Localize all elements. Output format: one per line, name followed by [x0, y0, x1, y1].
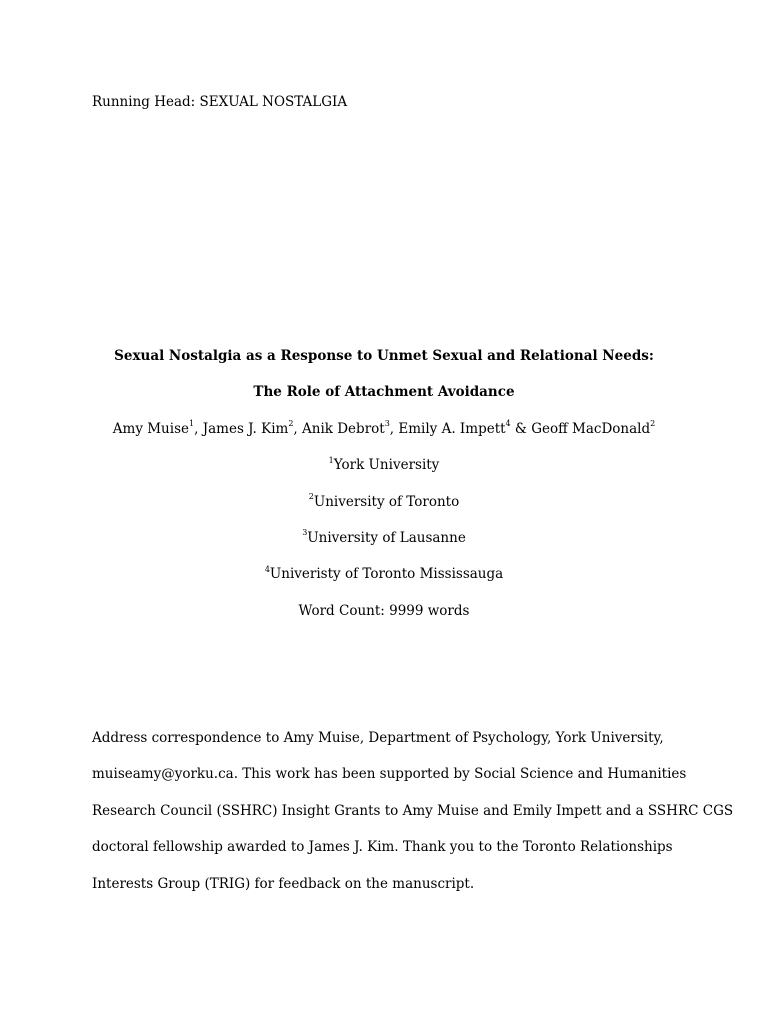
affiliation-marker: 1 — [328, 455, 334, 465]
correspondence-line: doctoral fellowship awarded to James J. Kim. Thank you to the Toronto Relationships — [92, 839, 673, 856]
author-list — [0, 420, 768, 456]
author-separator: , — [293, 420, 302, 437]
running-head: Running Head: SEXUAL NOSTALGIA — [92, 94, 348, 110]
author-separator: & — [510, 420, 532, 437]
affiliation-toronto-mississauga — [0, 565, 768, 601]
correspondence-line: Interests Group (TRIG) for feedback on the manuscript. — [92, 875, 475, 892]
correspondence-note — [92, 729, 734, 911]
affiliation-name: University of Lausanne — [307, 529, 466, 546]
paper-title-line-1: Sexual Nostalgia as a Response to Unmet Sexual and Relational Needs: — [114, 348, 654, 364]
affiliation-toronto — [0, 493, 768, 529]
author-affiliation-marker: 3 — [384, 419, 390, 429]
author-separator: , — [194, 420, 203, 437]
affiliation-marker: 4 — [264, 564, 270, 574]
correspondence-line: muiseamy@yorku.ca. This work has been supported by Social Science and Humanities — [92, 766, 687, 783]
affiliation-name: York University — [333, 457, 440, 474]
author-affiliation-marker: 2 — [288, 419, 294, 429]
author-name: Geoff MacDonald — [531, 420, 651, 437]
affiliation-name: University of Toronto — [313, 493, 460, 510]
correspondence-line: Address correspondence to Amy Muise, Department of Psychology, York University, — [92, 730, 664, 746]
affiliation-york — [0, 456, 768, 492]
affiliation-marker: 2 — [308, 492, 314, 502]
affiliation-marker: 3 — [302, 528, 308, 538]
title-block — [0, 347, 768, 638]
word-count: Word Count: 9999 words — [298, 602, 470, 619]
correspondence-line: Research Council (SSHRC) Insight Grants to Amy Muise and Emily Impett and a SSHRC CGS — [92, 802, 734, 819]
author-name: James J. Kim — [202, 420, 289, 437]
author-name: Amy Muise — [112, 420, 189, 437]
affiliation-name: Univeristy of Toronto Mississauga — [269, 566, 504, 583]
author-affiliation-marker: 4 — [505, 419, 511, 429]
author-affiliation-marker: 2 — [650, 419, 656, 429]
author-separator: , — [389, 420, 399, 437]
author-affiliation-marker: 1 — [189, 419, 195, 429]
author-name: Emily A. Impett — [398, 420, 506, 437]
affiliation-lausanne — [0, 529, 768, 565]
author-name: Anik Debrot — [302, 420, 385, 437]
paper-title-line-2: The Role of Attachment Avoidance — [253, 384, 515, 401]
